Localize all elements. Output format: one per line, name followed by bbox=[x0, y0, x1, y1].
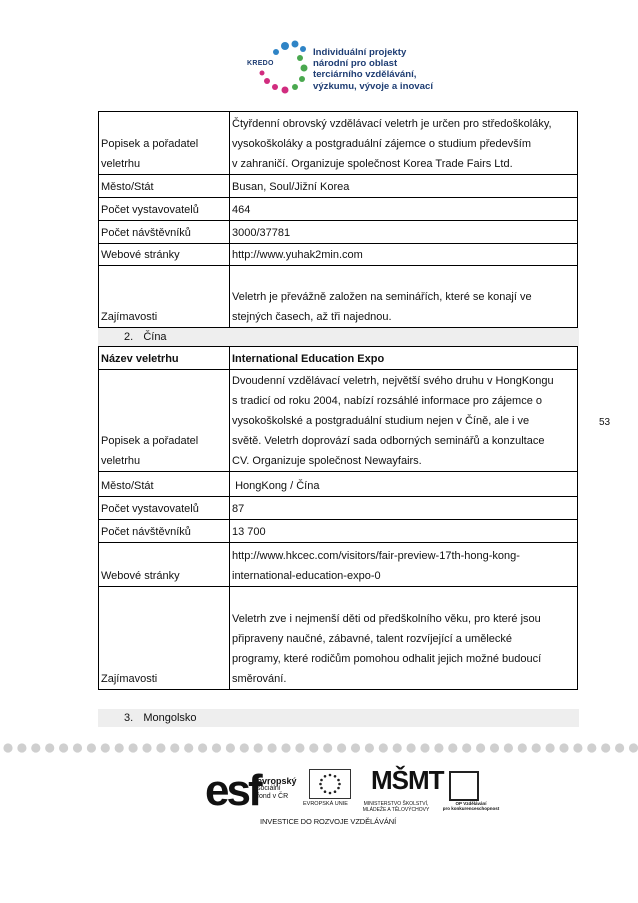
esf-logo: esf bbox=[205, 766, 260, 815]
separator-dot bbox=[156, 743, 165, 752]
section-title: Čína bbox=[143, 331, 167, 343]
separator-dot bbox=[31, 743, 40, 752]
city-value: Busan, Soul/Jižní Korea bbox=[230, 175, 578, 198]
table-row bbox=[99, 221, 578, 244]
table-row bbox=[99, 347, 578, 370]
exhibitors-label: Počet vystavovatelů bbox=[99, 198, 230, 221]
separator-dot bbox=[615, 743, 624, 752]
separator-dot bbox=[170, 743, 179, 752]
table-row bbox=[99, 497, 578, 520]
separator-dot bbox=[351, 743, 360, 752]
separator-dot bbox=[268, 743, 277, 752]
separator-dot bbox=[559, 743, 568, 752]
interest-label: Zajímavosti bbox=[99, 587, 230, 690]
separator-dot bbox=[3, 743, 12, 752]
separator-dot bbox=[212, 743, 221, 752]
separator-dot bbox=[434, 743, 443, 752]
table-row bbox=[99, 520, 578, 543]
separator-dot bbox=[129, 743, 138, 752]
interest-value: Veletrh zve i nejmenší děti od předškolního věku, pro které jsou připraveny naučné, zábavné, talent rozvíjející a umělecké programy, které rodičům pomohou odhalit jejich možné budoucí směrování. bbox=[230, 587, 578, 690]
city-value: HongKong / Čína bbox=[230, 472, 578, 497]
op-logo-icon bbox=[449, 771, 479, 801]
description-label: Popisek a pořadatel veletrhu bbox=[99, 112, 230, 175]
separator-dot bbox=[59, 743, 68, 752]
separator-dot bbox=[254, 743, 263, 752]
table-row bbox=[99, 175, 578, 198]
logo-line: terciárního vzdělávání, bbox=[313, 69, 417, 81]
separator-dot bbox=[337, 743, 346, 752]
section-heading-china bbox=[98, 328, 579, 346]
esf-text: evropský sociální fond v ČR bbox=[257, 776, 297, 800]
kredo-logo bbox=[245, 40, 445, 102]
logo-line: Individuální projekty bbox=[313, 47, 407, 58]
separator-dot bbox=[546, 743, 555, 752]
interest-label: Zajímavosti bbox=[99, 266, 230, 328]
separator-dot bbox=[393, 743, 402, 752]
table-row bbox=[99, 266, 578, 328]
table-row bbox=[99, 198, 578, 221]
logo-text bbox=[313, 47, 433, 92]
kredo-label: KREDO bbox=[247, 60, 274, 67]
exhibitors-label: Počet vystavovatelů bbox=[99, 497, 230, 520]
separator-dot bbox=[198, 743, 207, 752]
separator-dot bbox=[281, 743, 290, 752]
web-value[interactable]: http://www.hkcec.com/visitors/fair-preview-17th-hong-kong- international-education-expo-0 bbox=[230, 543, 578, 587]
op-label: OP Vzdělávání pro konkurenceschopnost bbox=[442, 801, 500, 811]
separator-dot bbox=[407, 743, 416, 752]
separator-dot bbox=[448, 743, 457, 752]
separator-dot bbox=[226, 743, 235, 752]
section-number: 3. bbox=[124, 712, 134, 724]
separator-dot bbox=[629, 743, 638, 752]
description-label: Popisek a pořadatel veletrhu bbox=[99, 370, 230, 472]
separator-dot bbox=[295, 743, 304, 752]
separator-dot bbox=[101, 743, 110, 752]
exhibitors-value: 87 bbox=[230, 497, 578, 520]
separator-dot bbox=[142, 743, 151, 752]
separator-dot bbox=[462, 743, 471, 752]
web-value[interactable]: http://www.yuhak2min.com bbox=[230, 244, 578, 266]
separator-dot bbox=[476, 743, 485, 752]
city-label: Město/Stát bbox=[99, 175, 230, 198]
table-row bbox=[99, 112, 578, 175]
separator-dot bbox=[518, 743, 527, 752]
separator-dot bbox=[490, 743, 499, 752]
table-row bbox=[99, 587, 578, 690]
separator-dot bbox=[309, 743, 318, 752]
dotted-separator bbox=[0, 741, 638, 755]
separator-dot bbox=[184, 743, 193, 752]
separator-dot bbox=[87, 743, 96, 752]
separator-dot bbox=[323, 743, 332, 752]
fair-name-label: Název veletrhu bbox=[99, 347, 230, 370]
footer-logos bbox=[205, 765, 505, 835]
logo-line: národní pro oblast bbox=[313, 58, 398, 70]
separator-dot bbox=[504, 743, 513, 752]
description-value: Dvoudenní vzdělávací veletrh, největší svého druhu v HongKongu s tradicí od roku 2004, nabízí rozsáhlé informace pro zájemce o vysokoškolské a postgraduální studium nejen v Číně, ale i ve světě. Veletrh doprovází sada odborných seminářů a konzultace CV. Organizuje společnost Newayfairs. bbox=[230, 370, 578, 472]
separator-dot bbox=[73, 743, 82, 752]
description-value: Čtyřdenní obrovský vzdělávací veletrh je určen pro středoškoláky, vysokoškoláky a postgraduální zájemce o studium především v zahraničí. Organizuje společnost Korea Trade Fairs Ltd. bbox=[230, 112, 578, 175]
separator-dot bbox=[115, 743, 124, 752]
visitors-label: Počet návštěvníků bbox=[99, 221, 230, 244]
section-number: 2. bbox=[124, 331, 134, 343]
table-row bbox=[99, 472, 578, 497]
fair-name-value: International Education Expo bbox=[230, 347, 578, 370]
section-title: Mongolsko bbox=[143, 712, 197, 724]
city-label: Město/Stát bbox=[99, 472, 230, 497]
visitors-label: Počet návštěvníků bbox=[99, 520, 230, 543]
kredo-dots-icon bbox=[245, 40, 315, 102]
separator-dot bbox=[601, 743, 610, 752]
fair-table-korea bbox=[98, 111, 578, 328]
msmt-label: MINISTERSTVO ŠKOLSTVÍ, MLÁDEŽE A TĚLOVÝCHOVY bbox=[362, 801, 430, 813]
header bbox=[0, 0, 638, 105]
separator-dot bbox=[379, 743, 388, 752]
separator-dot bbox=[45, 743, 54, 752]
eu-flag-icon bbox=[309, 769, 351, 799]
msmt-logo: MŠMT bbox=[371, 765, 444, 795]
table-row bbox=[99, 370, 578, 472]
web-label: Webové stránky bbox=[99, 543, 230, 587]
web-label: Webové stránky bbox=[99, 244, 230, 266]
separator-dot bbox=[532, 743, 541, 752]
interest-value: Veletrh je převážně založen na seminářích, které se konají ve stejných časech, až tři najednou. bbox=[230, 266, 578, 328]
visitors-value: 3000/37781 bbox=[230, 221, 578, 244]
separator-dot bbox=[17, 743, 26, 752]
section-heading-mongolia bbox=[98, 709, 579, 727]
separator-dot bbox=[420, 743, 429, 752]
visitors-value: 13 700 bbox=[230, 520, 578, 543]
separator-dot bbox=[240, 743, 249, 752]
fair-table-china bbox=[98, 346, 578, 690]
table-row bbox=[99, 244, 578, 266]
page-number: 53 bbox=[599, 417, 611, 428]
exhibitors-value: 464 bbox=[230, 198, 578, 221]
separator-dot bbox=[365, 743, 374, 752]
investment-slogan: INVESTICE DO ROZVOJE VZDĚLÁVÁNÍ bbox=[260, 817, 397, 826]
separator-dot bbox=[573, 743, 582, 752]
eu-label: EVROPSKÁ UNIE bbox=[303, 801, 348, 807]
logo-line: výzkumu, vývoje a inovací bbox=[313, 80, 433, 92]
table-row bbox=[99, 543, 578, 587]
separator-dot bbox=[587, 743, 596, 752]
